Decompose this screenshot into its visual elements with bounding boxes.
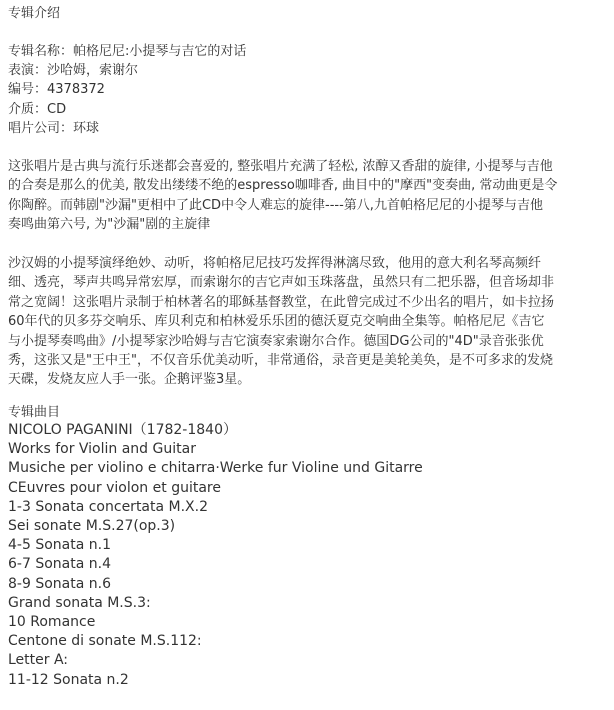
tracklist-item: 4-5 Sonata n.1 (8, 537, 111, 554)
tracklist-item: CEuvres pour violon et guitare (8, 479, 221, 496)
description-paragraph-2 (8, 254, 554, 390)
tracklist-item: Sei sonate M.S.27(op.3) (8, 518, 176, 535)
paragraph-2-line: 60年代的贝多芬交响乐、库贝利克和柏林爱乐乐团的德沃夏克交响曲全集等。帕格尼尼《吉它 (8, 314, 545, 330)
tracklist-item: Musiche per violino e chitarra·Werke fur Violine und Gitarre (8, 460, 423, 477)
album-label: 唱片公司：环球 (8, 120, 100, 136)
tracklist-item: NICOLO PAGANINI（1782-1840） (8, 422, 237, 438)
tracklist-item: 8-9 Sonata n.6 (8, 575, 111, 592)
tracklist-item: Letter A: (8, 652, 69, 669)
paragraph-2-line: 天碟，发烧友应人手一张。企鹅评鉴3星。 (8, 372, 251, 388)
tracklist-item: 6-7 Sonata n.4 (8, 556, 111, 573)
paragraph-1-line: 的合奏是那么的优美, 散发出缕缕不绝的espresso咖啡香, 曲目中的"摩西"变奏曲, 常动曲更是令 (8, 178, 558, 194)
album-name: 专辑名称：帕格尼尼:小提琴与吉它的对话 (8, 44, 247, 59)
paragraph-2-line: 细、透亮，琴声共鸣异常宏厚，而索谢尔的吉它声如玉珠落盘，虽然只有二把乐器，但音场却非 (8, 275, 555, 291)
tracklist-item: Works for Violin and Guitar (8, 441, 196, 458)
album-performers: 表演：沙哈姆，索谢尔 (8, 63, 139, 79)
paragraph-1-line: 奏鸣曲第六号, 为"沙漏"剧的主旋律 (8, 217, 211, 233)
album-info (8, 42, 246, 138)
tracklist-item: 11-12 Sonata n.2 (8, 671, 129, 688)
paragraph-1-line: 这张唱片是古典与流行乐迷都会喜爱的, 整张唱片充满了轻松, 浓醇又香甜的旋律, 小提琴与吉他 (8, 159, 553, 174)
tracklist-item: Grand sonata M.S.3: (8, 594, 151, 611)
description-paragraph-1 (8, 157, 557, 235)
tracklist (8, 421, 423, 690)
tracklist-item: 1-3 Sonata concertata M.X.2 (8, 498, 209, 515)
section-title: 专辑介绍 (8, 6, 61, 21)
tracklist-title: 专辑曲目 (8, 405, 61, 420)
paragraph-2-line: 沙汉姆的小提琴演绎绝妙、动听，将帕格尼尼技巧发挥得淋漓尽致，他用的意大利名琴高频纤 (8, 256, 542, 271)
paragraph-2-line: 秀，这张又是"王中王"，不仅音乐优美动听，非常通俗，录音更是美轮美奂，是不可多求的发烧 (8, 353, 553, 369)
album-catalog-number: 编号：4378372 (8, 82, 105, 98)
paragraph-2-line: 与小提琴奏鸣曲》/小提琴家沙哈姆与吉它演奏家索谢尔合作。德国DG公司的"4D"录音张张优 (8, 333, 544, 349)
paragraph-2-line: 常之宽阔！这张唱片录制于柏林著名的耶稣基督教堂，在此曾完成过不少出名的唱片，如卡拉扬 (8, 294, 555, 310)
tracklist-item: 10 Romance (8, 614, 96, 631)
paragraph-1-line: 你陶醉。而韩剧"沙漏"更相中了此CD中令人难忘的旋律----第八,九首帕格尼尼的小提琴与吉他 (8, 197, 543, 213)
tracklist-item: Centone di sonate M.S.112: (8, 633, 202, 650)
album-media: 介质：CD (8, 101, 67, 117)
